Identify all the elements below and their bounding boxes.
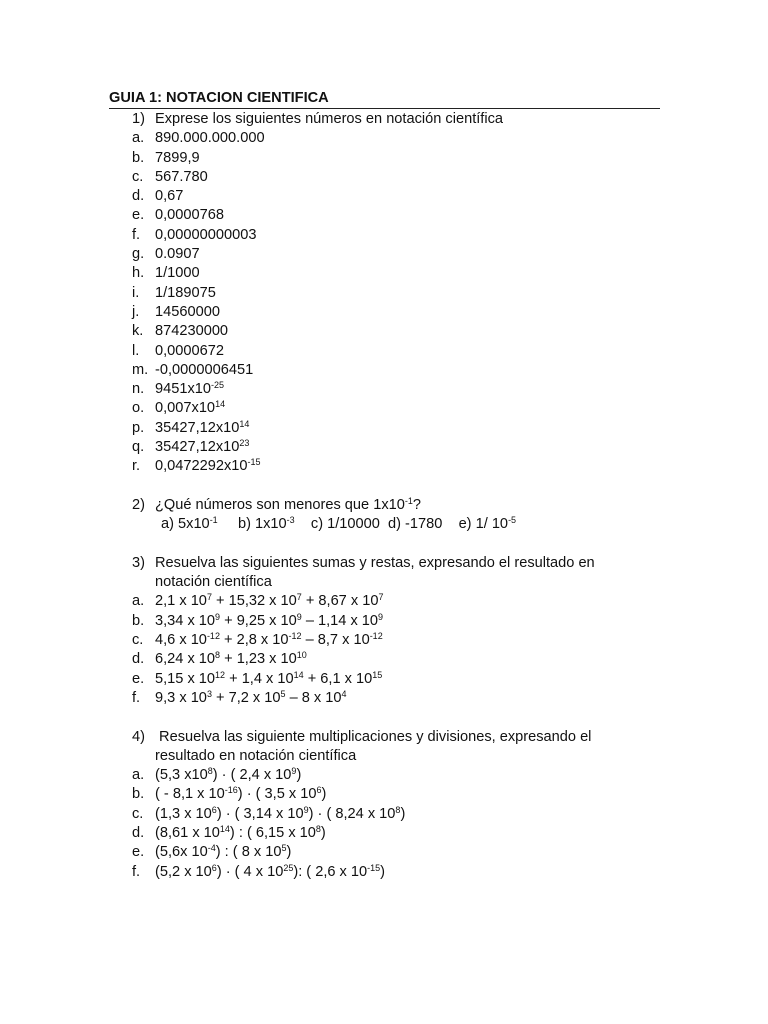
question-text	[155, 496, 421, 515]
item-letter: e.	[132, 670, 145, 687]
item-base: 7899,9	[155, 149, 200, 166]
item-letter: f.	[132, 863, 141, 880]
expression-part: + 6,1 x 10	[303, 670, 373, 687]
exponent: 9	[378, 611, 384, 622]
list-item	[109, 149, 669, 168]
list-item	[109, 322, 669, 341]
question-4-heading	[109, 728, 669, 767]
question-text: notación científica	[155, 574, 272, 591]
item-value	[155, 399, 225, 418]
item-letter: q.	[132, 439, 145, 456]
expression-part: – 8,7 x 10	[301, 632, 370, 649]
exponent: 9	[303, 804, 309, 815]
expression-part: ) : ( 8 x 10	[215, 844, 282, 861]
list-item	[109, 689, 669, 708]
expression-part: + 7,2 x 10	[211, 689, 281, 706]
expression-part: ( - 8,1 x 10	[155, 786, 225, 803]
item-letter: l.	[132, 342, 140, 359]
expression-part: ) · ( 3,14 x 10	[216, 805, 304, 822]
list-item	[109, 785, 669, 804]
item-letter: e.	[132, 207, 145, 224]
item-expression	[155, 824, 326, 843]
item-letter: o.	[132, 400, 145, 417]
item-value	[155, 457, 261, 476]
question-number: 4)	[132, 728, 145, 745]
item-expression	[155, 863, 385, 882]
item-base: 14560000	[155, 303, 220, 320]
expression-part: + 8,67 x 10	[301, 593, 379, 610]
question-1-heading	[109, 110, 669, 129]
item-letter: n.	[132, 381, 145, 398]
list-item	[109, 245, 669, 264]
item-letter: b.	[132, 149, 145, 166]
question-text: Resuelva las siguiente multiplicaciones y divisiones, expresando el	[155, 728, 592, 745]
item-base: 0,0000672	[155, 342, 224, 359]
exponent: 8	[315, 823, 321, 834]
item-expression	[155, 805, 405, 824]
expression-part: + 15,32 x 10	[211, 593, 297, 610]
exponent: -25	[211, 380, 225, 391]
question-2-options	[109, 515, 669, 534]
question-text: resultado en notación científica	[155, 747, 357, 764]
expression-part: – 1,14 x 10	[301, 612, 379, 629]
item-value	[155, 380, 224, 399]
exponent: -3	[286, 515, 295, 526]
expression-part: )	[380, 863, 386, 880]
list-item	[109, 457, 669, 476]
item-base: 9451x10	[155, 381, 211, 398]
question-number: 1)	[132, 111, 145, 127]
exponent: 12	[215, 669, 226, 680]
expression-part: )	[400, 805, 406, 822]
exponent: -1	[404, 495, 413, 506]
item-value	[155, 264, 200, 283]
item-base: 1/189075	[155, 284, 216, 301]
list-item	[109, 226, 669, 245]
exponent: 14	[293, 669, 304, 680]
exponent: 25	[283, 862, 294, 873]
list-item	[109, 766, 669, 785]
expression-part: 9,3 x 10	[155, 689, 207, 706]
item-value	[155, 303, 220, 322]
item-value	[155, 284, 216, 303]
question-number: 3)	[132, 554, 145, 571]
question-text: Resuelva las siguientes sumas y restas, expresando el resultado en	[155, 554, 595, 571]
item-letter: c.	[132, 168, 144, 185]
item-base: 567.780	[155, 168, 208, 185]
item-value	[155, 245, 200, 264]
exponent: -1	[209, 515, 218, 526]
item-value	[155, 168, 208, 187]
question-text-part: ?	[412, 496, 421, 513]
exponent: 23	[239, 438, 250, 449]
exponent: -5	[508, 515, 517, 526]
list-item	[109, 187, 669, 206]
exponent: -4	[207, 843, 216, 854]
question-3-heading	[109, 554, 669, 593]
item-value	[155, 419, 249, 438]
list-item	[109, 129, 669, 148]
item-letter: p.	[132, 419, 145, 436]
item-value	[155, 129, 265, 148]
exponent: 6	[211, 862, 217, 873]
list-item	[109, 612, 669, 631]
expression-part: 3,34 x 10	[155, 612, 216, 629]
list-item	[109, 419, 669, 438]
expression-part: + 2,8 x 10	[219, 632, 289, 649]
question-3-items	[109, 592, 669, 708]
exponent: 9	[215, 611, 221, 622]
item-letter: f.	[132, 226, 141, 243]
item-value	[155, 361, 253, 380]
option-d: d) -1780	[387, 516, 443, 533]
exponent: 3	[206, 688, 212, 699]
item-base: 1/1000	[155, 265, 200, 282]
exponent: 15	[372, 669, 383, 680]
list-item	[109, 592, 669, 611]
item-letter: b.	[132, 612, 145, 629]
expression-part: ) : ( 6,15 x 10	[229, 824, 316, 841]
list-item	[109, 380, 669, 399]
list-item	[109, 805, 669, 824]
expression-part: – 8 x 10	[285, 689, 342, 706]
item-expression	[155, 650, 307, 669]
exponent: -15	[367, 862, 381, 873]
list-item	[109, 631, 669, 650]
item-letter: f.	[132, 689, 141, 706]
item-expression	[155, 689, 347, 708]
list-item	[109, 399, 669, 418]
expression-part: + 1,23 x 10	[220, 651, 297, 668]
exponent: 6	[211, 804, 217, 815]
exponent: 7	[296, 592, 302, 603]
exponent: 14	[219, 823, 230, 834]
item-letter: d.	[132, 188, 145, 205]
expression-part: (8,61 x 10	[155, 824, 220, 841]
exponent: 7	[378, 592, 384, 603]
exponent: -15	[247, 457, 261, 468]
item-letter: m.	[132, 361, 149, 378]
list-item	[109, 650, 669, 669]
list-item	[109, 342, 669, 361]
expression-part: (5,6x 10	[155, 844, 208, 861]
item-value	[155, 187, 183, 206]
page-title: GUIA 1: NOTACION CIENTIFICA	[109, 89, 660, 109]
question-number: 2)	[132, 496, 145, 513]
item-base: 874230000	[155, 323, 229, 340]
exponent: 7	[206, 592, 212, 603]
item-letter: d.	[132, 824, 145, 841]
item-letter: j.	[132, 303, 140, 320]
item-expression	[155, 612, 383, 631]
option-e: e) 1/ 10	[458, 516, 509, 533]
expression-part: ) · ( 8,24 x 10	[308, 805, 396, 822]
item-letter: a.	[132, 593, 145, 610]
option-b: b) 1x10	[237, 516, 287, 533]
item-base: 0,0000768	[155, 207, 224, 224]
spacer	[109, 708, 669, 727]
item-letter: k.	[132, 323, 144, 340]
list-item	[109, 843, 669, 862]
list-item	[109, 206, 669, 225]
question-1-items	[109, 129, 669, 476]
expression-part: + 1,4 x 10	[225, 670, 294, 687]
item-value	[155, 149, 200, 168]
question-4-items	[109, 766, 669, 882]
spacer	[109, 477, 669, 496]
item-letter: a.	[132, 130, 145, 147]
item-letter: r.	[132, 458, 141, 475]
exponent: -16	[224, 785, 238, 796]
item-expression	[155, 766, 301, 785]
item-expression	[155, 843, 291, 862]
list-item	[109, 284, 669, 303]
expression-part: 4,6 x 10	[155, 632, 207, 649]
item-base: 0,00000000003	[155, 226, 257, 243]
expression-part: ) · ( 4 x 10	[216, 863, 284, 880]
expression-part: )	[320, 824, 326, 841]
item-value	[155, 342, 224, 361]
expression-part: )	[296, 767, 302, 784]
item-letter: b.	[132, 786, 145, 803]
exponent: 14	[215, 399, 226, 410]
item-value	[155, 206, 224, 225]
exponent: -12	[288, 631, 302, 642]
item-base: 890.000.000.000	[155, 130, 265, 147]
expression-part: (5,3 x10	[155, 767, 208, 784]
list-item	[109, 168, 669, 187]
list-item	[109, 863, 669, 882]
spacer	[109, 535, 669, 554]
exponent: 4	[341, 688, 347, 699]
worksheet-content	[109, 110, 669, 882]
list-item	[109, 361, 669, 380]
item-letter: i.	[132, 284, 140, 301]
expression-part: ) · ( 3,5 x 10	[237, 786, 317, 803]
item-base: 35427,12x10	[155, 439, 240, 456]
exponent: 5	[280, 688, 286, 699]
item-expression	[155, 785, 326, 804]
exponent: 14	[239, 418, 250, 429]
exponent: 5	[281, 843, 287, 854]
item-base: 0,007x10	[155, 400, 216, 417]
expression-part: )	[286, 844, 292, 861]
item-value	[155, 226, 256, 245]
exponent: 6	[316, 785, 322, 796]
exponent: -12	[369, 631, 383, 642]
expression-part: (1,3 x 10	[155, 805, 212, 822]
item-letter: a.	[132, 767, 145, 784]
exponent: 8	[215, 650, 221, 661]
exponent: -12	[206, 631, 220, 642]
item-value	[155, 438, 249, 457]
list-item	[109, 303, 669, 322]
list-item	[109, 438, 669, 457]
item-letter: h.	[132, 265, 145, 282]
option-a: a) 5x10	[161, 516, 210, 533]
question-text-part: ¿Qué números son menores que 1x10	[155, 496, 405, 513]
item-base: 0,67	[155, 188, 184, 205]
item-letter: d.	[132, 651, 145, 668]
exponent: 9	[291, 766, 297, 777]
option-c: c) 1/10000	[310, 516, 380, 533]
item-base: 0,0472292x10	[155, 458, 248, 475]
list-item	[109, 824, 669, 843]
expression-part: 6,24 x 10	[155, 651, 216, 668]
expression-part: ): ( 2,6 x 10	[293, 863, 368, 880]
item-letter: c.	[132, 632, 144, 649]
item-letter: e.	[132, 844, 145, 861]
exponent: 8	[207, 766, 213, 777]
list-item	[109, 264, 669, 283]
expression-part: (5,2 x 10	[155, 863, 212, 880]
expression-part: )	[321, 786, 327, 803]
item-base: 0.0907	[155, 246, 200, 263]
item-base: 35427,12x10	[155, 419, 240, 436]
exponent: 8	[395, 804, 401, 815]
expression-part: + 9,25 x 10	[220, 612, 297, 629]
item-expression	[155, 631, 383, 650]
exponent: 9	[296, 611, 302, 622]
item-expression	[155, 670, 382, 689]
expression-part: 2,1 x 10	[155, 593, 207, 610]
expression-part: ) · ( 2,4 x 10	[212, 767, 292, 784]
list-item	[109, 670, 669, 689]
exponent: 10	[296, 650, 307, 661]
question-2-heading	[109, 496, 669, 515]
item-base: -0,0000006451	[155, 361, 254, 378]
item-value	[155, 322, 228, 341]
item-letter: c.	[132, 805, 144, 822]
item-expression	[155, 592, 383, 611]
answer-options	[161, 515, 516, 534]
item-letter: g.	[132, 246, 145, 263]
question-text: Exprese los siguientes números en notación científica	[155, 111, 504, 127]
expression-part: 5,15 x 10	[155, 670, 216, 687]
